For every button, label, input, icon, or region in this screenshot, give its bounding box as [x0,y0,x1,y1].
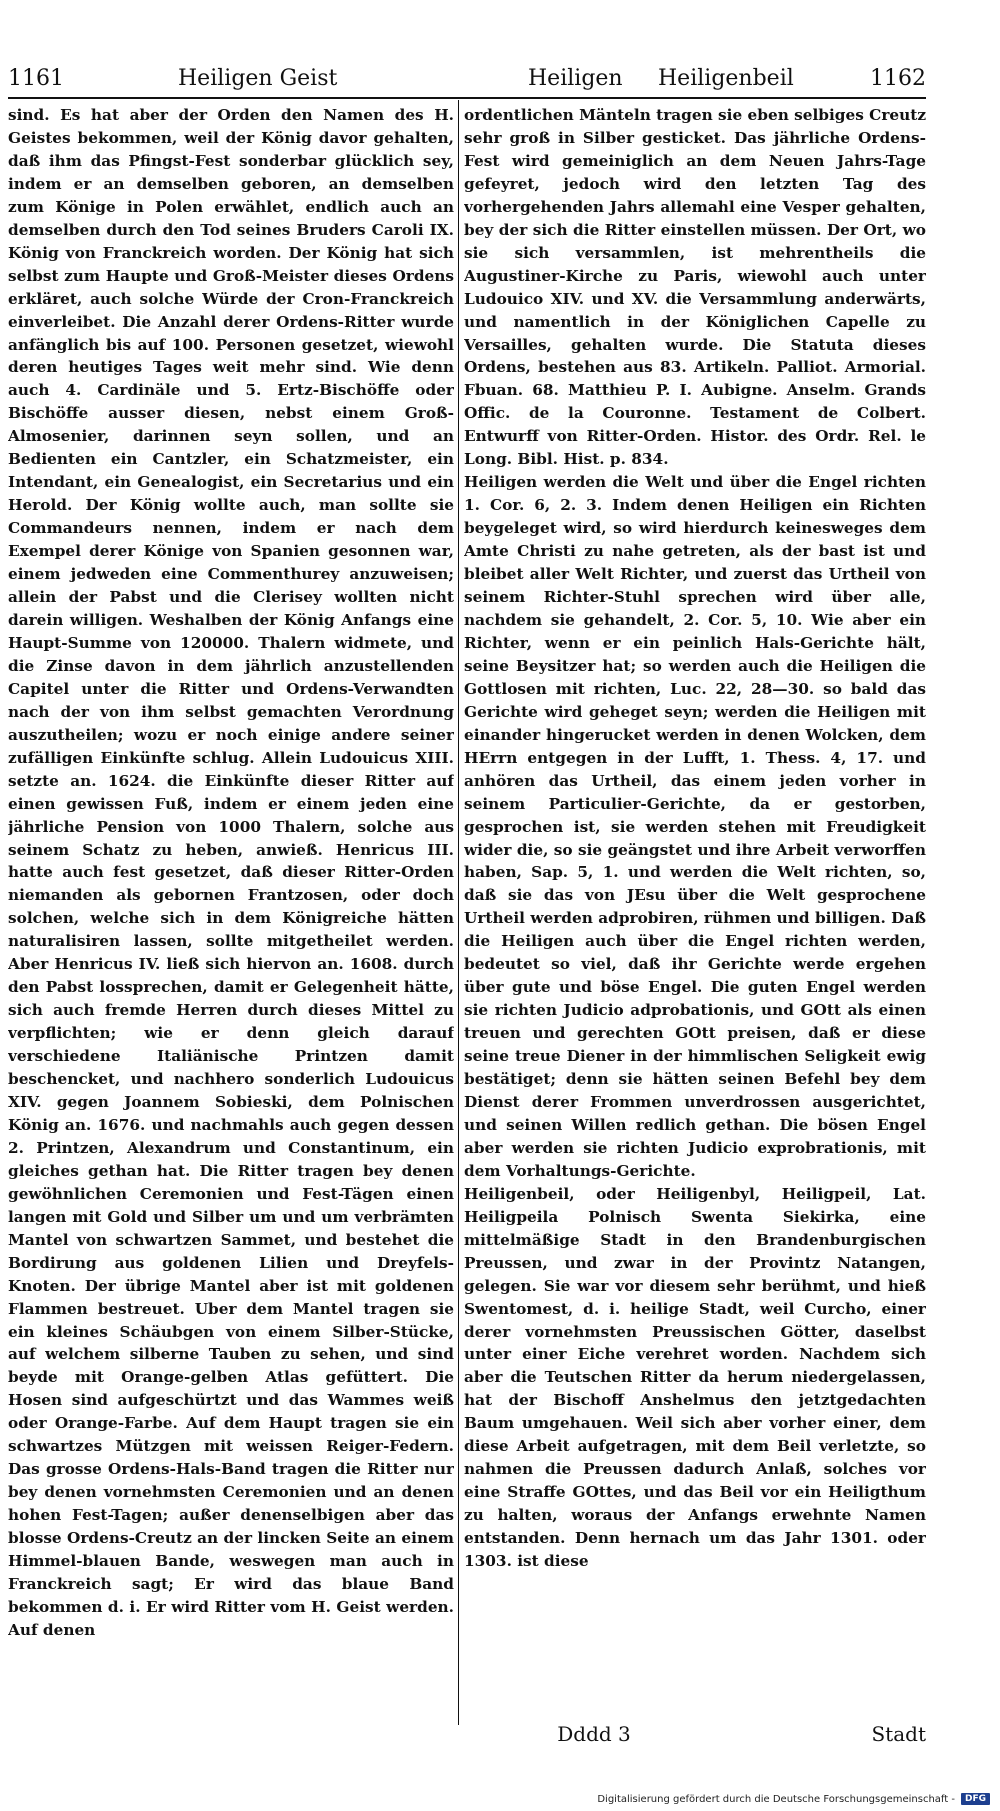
column-divider [458,100,459,1725]
entry-orden-continuation: ordentlichen Mänteln tragen sie eben selbiges Creutz sehr groß in Silber gesticket. Das jährliche Ordens-Fest wird gemeiniglich an dem Neuen Jahrs-Tage gefeyret, jedoch wird den letzten Tag des vorhergehenden Jahrs allemahl eine Vesper gehalten, bey der sich die Ritter einstellen müssen. Der Ort, wo sie sich versammlen, ist mehrentheils die Augustiner-Kirche zu Paris, wiewohl auch unter Ludouico XIV. und XV. die Versammlung anderwärts, und namentlich in der Königlichen Capelle zu Versailles, gehalten wurde. Die Statuta dieses Ordens, bestehen aus 83. Artikeln. Palliot. Armorial. Fbuan. 68. Matthieu P. I. Aubigne. Anselm. Grands Offic. de la Couronne. Testament de Colbert. Entwurff von Ritter-Orden. Histor. des Ordr. Rel. le Long. Bibl. Hist. p. 834. [464,106,926,469]
credit-text: Digitalisierung gefördert durch die Deutsche Forschungsgemeinschaft - [597,1793,955,1805]
right-column [464,104,926,1716]
left-column-text: sind. Es hat aber der Orden den Namen des H. Geistes bekommen, weil der König davor gehalten, daß ihm das Pfingst-Fest sonderbar glücklich sey, indem er an demselben geboren, an demselben zum Könige in Polen erwählet, endlich auch an demselben durch den Tod seines Bruders Caroli IX. König von Franckreich worden. Der König hat sich selbst zum Haupte und Groß-Meister dieses Ordens erkläret, auch solche Würde der Cron-Franckreich einverleibet. Die Anzahl derer Ordens-Ritter wurde anfänglich bis auf 100. Personen gesetzet, wiewohl deren heutiges Tages weit mehr sind. Wie denn auch 4. Cardinäle und 5. Ertz-Bischöffe oder Bischöffe ausser diesen, nebst einem Groß-Almosenier, darinnen seyn sollen, und an Bedienten ein Cantzler, ein Schatzmeister, ein Intendant, ein Genealogist, ein Secretarius und ein Herold. Der König wollte auch, man sollte sie Commandeurs nennen, indem er nach dem Exempel derer Könige von Spanien gesonnen war, einem jedweden eine Commenthurey anzuweisen; allein der Pabst und die Clerisey wollten nicht darein willigen. Weshalben der König Anfangs eine Haupt-Summe von 120000. Thalern widmete, und die Zinse davon in dem jährlich anzustellenden Capitel unter die Ritter und Ordens-Verwandten nach der von ihm selbst gemachten Verordnung auszutheilen; wozu er noch einige andere seiner zufälligen Einkünfte schlug. Allein Ludouicus XIII. setzte an. 1624. die Einkünfte dieser Ritter auf einen gewissen Fuß, indem er einem jeden eine jährliche Pension von 1000 Thalern, solche aus seinem Schatz zu heben, anwieß. Henricus III. hatte auch fest gesetzet, daß dieser Ritter-Orden niemanden als gebornen Frantzosen, oder doch solchen, welche sich in dem Königreiche hätten naturalisiren lassen, sollte mitgetheilet werden. Aber Henricus IV. ließ sich hiervon an. 1608. durch den Pabst lossprechen, damit er Gelegenheit hätte, sich auch fremde Herren durch dieses Mittel zu verpflichten; wie er denn gleich darauf verschiedene Italiänische Printzen damit beschencket, und nachhero sonderlich Ludouicus XIV. gegen Joannem Sobieski, dem Polnischen König an. 1676. und nachmahls auch gegen dessen 2. Printzen, Alexandrum und Constantinum, ein gleiches gethan hat. Die Ritter tragen bey denen gewöhnlichen Ceremonien und Fest-Tägen einen langen mit Gold und Silber um und um verbrämten Mantel von schwartzen Sammet, und bestehet die Bordirung aus goldenen Lilien und Dreyfels-Knoten. Der übrige Mantel aber ist mit goldenen Flammen bestreuet. Uber dem Mantel tragen sie ein kleines Schäubgen von einem Silber-Stücke, auf welchem silberne Tauben zu sehen, und sind beyde mit Orange-gelben Atlas gefüttert. Die Hosen sind aufgeschürtzt und das Wammes weiß oder Orange-Farbe. Auf dem Haupt tragen sie ein schwartzes Mützgen mit weissen Reiger-Federn. Das grosse Ordens-Hals-Band tragen die Ritter nur bey denen vornehmsten Ceremonien und an denen hohen Fest-Tagen; außer denenselbigen aber das blosse Ordens-Creutz an der lincken Seite an einem Himmel-blauen Bande, weswegen man auch in Franckreich sagt; Er wird das blaue Band bekommen d. i. Er wird Ritter vom H. Geist werden. Auf denen [8,106,454,1639]
digitization-credit [597,1793,990,1805]
right-headword-2: Heiligenbeil [658,66,794,91]
right-headword-1: Heiligen [528,66,623,91]
running-header [8,62,926,96]
entry-heiligen-richten: Heiligen werden die Welt und über die Engel richten 1. Cor. 6, 2. 3. Indem denen Heiligen ein Richten beygeleget wird, so wird hierdurch keinesweges dem Amte Christi zu nahe getreten, als der bast ist und bleibet aller Welt Richter, und zuerst das Urtheil von seinem Richter-Stuhl sprechen wird über alle, nachdem sie gehandelt, 2. Cor. 5, 10. Wie aber ein Richter, wenn er ein peinlich Hals-Gerichte hält, seine Beysitzer hat; so werden auch die Heiligen die Gottlosen mit richten, Luc. 22, 28—30. so bald das Gerichte wird geheget seyn; werden die Heiligen mit einander hingerucket werden in denen Wolcken, dem HErrn entgegen in der Lufft, 1. Thess. 4, 17. und anhören das Urtheil, das einem jeden vorher in seinem Particulier-Gerichte, da er gestorben, gesprochen ist, sie werden stehen mit Freudigkeit wider die, so sie geängstet und ihre Arbeit verworffen haben, Sap. 5, 1. und werden die Welt richten, so, daß sie das von JEsu über die Welt gesprochene Urtheil werden adprobiren, rühmen und billigen. Daß die Heiligen auch über die Engel richten werden, bedeutet so viel, daß ihr Gerichte werde ergehen über gute und böse Engel. Die guten Engel werden sie richten Judicio adprobationis, und GOtt als einen treuen und gerechten GOtt preisen, daß er diese seine treue Diener in der himmlischen Seligkeit ewig bestätiget; denn sie hätten seinen Befehl bey dem Dienst derer Frommen unverdrossen ausgerichtet, und seinen Willen redlich gethan. Die bösen Engel aber werden sie richten Judicio exprobrationis, mit dem Vorhaltungs-Gerichte. [464,473,926,1180]
entry-heiligenbeil: Heiligenbeil, oder Heiligenbyl, Heiligpeil, Lat. Heiligpeila Polnisch Swenta Siekirka, eine mittelmäßige Stadt in den Brandenburgischen Preussen, und zwar in der Provintz Natangen, gelegen. Sie war vor diesem sehr berühmt, und hieß Swentomest, d. i. heilige Stadt, weil Curcho, einer derer vornehmsten Preussischen Götter, daselbst unter einer Eiche verehret worden. Nachdem sich aber die Teutschen Ritter da herum niedergelassen, hat der Bischoff Anshelmus den jetztgedachten Baum umgehauen. Weil sich aber vorher einer, dem diese Arbeit aufgetragen, mit dem Beil verletzte, so nahmen die Preussen dadurch Anlaß, solches vor eine Straffe GOttes, und das Beil vor ein Heiligthum zu halten, woraus der Anfangs erwehnte Namen entstanden. Denn hernach um das Jahr 1301. oder 1303. ist diese [464,1184,926,1571]
header-rule [8,97,926,99]
dfg-logo: DFG [961,1793,990,1805]
left-headword: Heiligen Geist [178,66,338,91]
right-page-number: 1162 [870,66,926,91]
left-column [8,104,454,1716]
catchword: Stadt [871,1722,926,1746]
signature-mark: Dddd 3 [557,1722,631,1746]
left-page-number: 1161 [8,66,64,91]
